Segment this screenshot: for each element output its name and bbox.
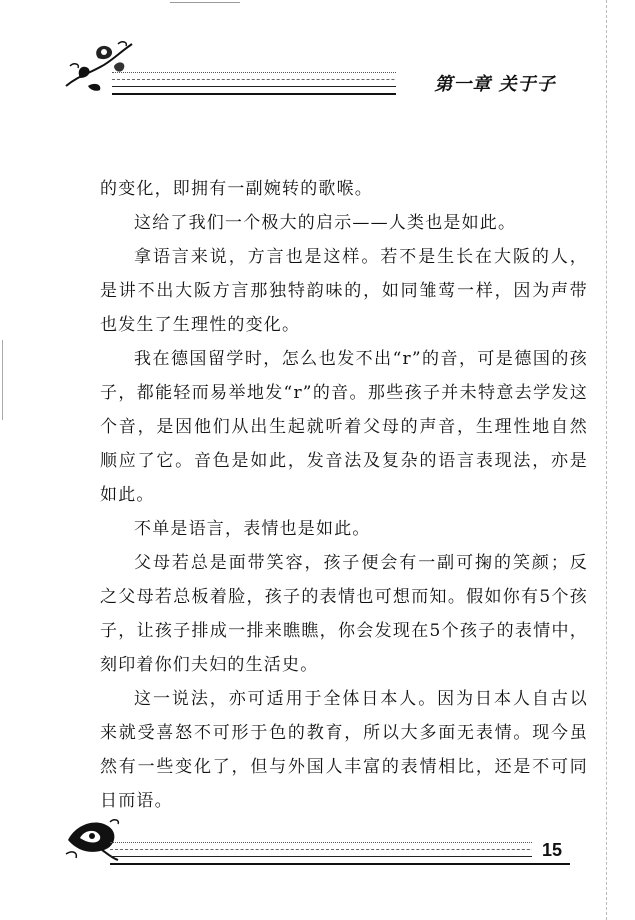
paragraph: 父母若总是面带笑容，孩子便会有一副可掬的笑颜；反之父母若总板着脸，孩子的表情也可想而知。假如你有5个孩子，让孩子排成一排来瞧瞧，你会发现在5个孩子的表情中，刻印着你们夫妇的生活史。: [100, 553, 588, 675]
page-number: 15: [532, 838, 572, 862]
paragraph: 不单是语言，表情也是如此。: [134, 519, 371, 539]
paragraph: 的变化，即拥有一副婉转的歌喉。: [100, 179, 373, 199]
paragraph: 这给了我们一个极大的启示——人类也是如此。: [134, 213, 517, 233]
paragraph: 我在德国留学时，怎么也发不出“r”的音，可是德国的孩子，都能轻而易举地发“r”的音。那些孩子并未特意去学发这个音，是因他们从出生起就听着父母的声音，生理性地自然顺应了它。音色是如此，发音法及复杂的语言表现法，亦是如此。: [100, 349, 588, 505]
scan-edge-top: [170, 2, 240, 3]
paragraph: 拿语言来说，方言也是这样。若不是生长在大阪的人，是讲不出大阪方言那独特韵味的，如同雏莺一样，因为声带也发生了生理性的变化。: [100, 247, 588, 335]
scan-edge-left: [2, 340, 3, 420]
paragraph: 这一说法，亦可适用于全体日本人。因为日本人自古以来就受喜怒不可形于色的教育，所以大多面无表情。现今虽然有一些变化了，但与外国人丰富的表情相比，还是不可同日而语。: [100, 689, 588, 811]
body-text: [100, 172, 588, 818]
chapter-title: 第一章 关于子: [396, 72, 594, 98]
scan-edge-right: [606, 0, 607, 920]
footer-rule-lines: [110, 840, 570, 866]
